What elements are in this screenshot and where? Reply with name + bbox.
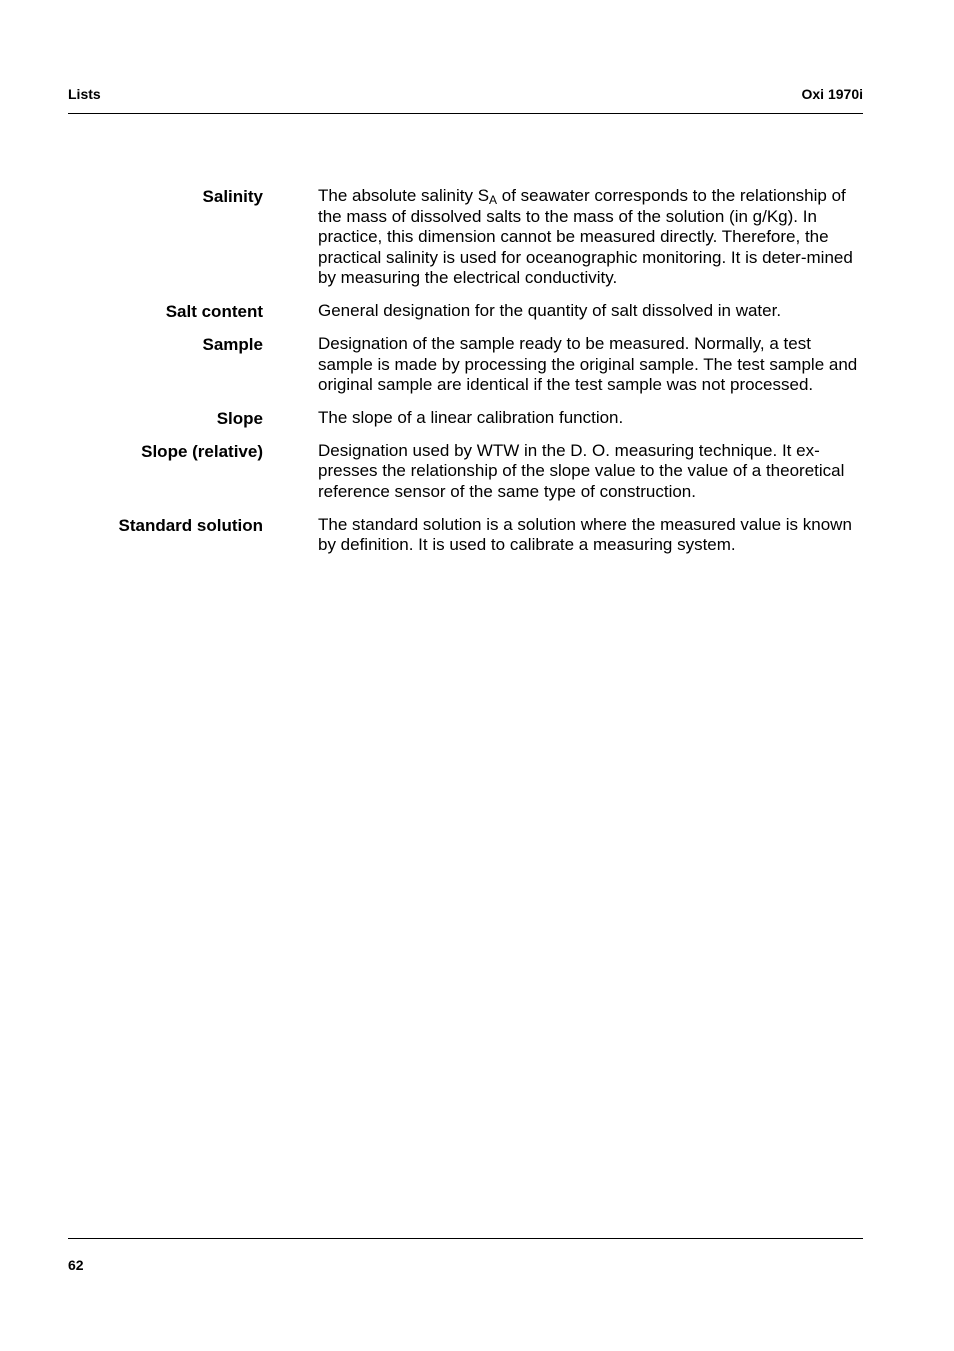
glossary-entry-standard-solution — [68, 515, 863, 556]
glossary-list — [68, 186, 863, 568]
glossary-definition — [318, 186, 863, 289]
page-header — [68, 86, 863, 114]
glossary-term: Slope — [216, 408, 263, 428]
glossary-term: Standard solution — [118, 515, 263, 535]
glossary-term: Salinity — [202, 187, 263, 206]
glossary-entry-slope — [68, 408, 863, 429]
definition-text: The absolute salinity S — [318, 186, 490, 205]
glossary-definition: The slope of a linear calibration function. — [318, 407, 624, 427]
glossary-definition: General designation for the quantity of salt dissolved in water. — [318, 300, 782, 320]
glossary-term: Slope (relative) — [141, 441, 263, 461]
page-number: 62 — [68, 1257, 84, 1273]
subscript-a: A — [489, 193, 498, 207]
glossary-definition: Designation used by WTW in the D. O. measuring technique. It ex-presses the relationship of the slope value to the value of a theoretical reference sensor of the same type of construction. — [318, 440, 845, 501]
glossary-entry-slope-relative — [68, 441, 863, 503]
glossary-entry-salinity — [68, 186, 863, 289]
glossary-term: Salt content — [165, 301, 263, 321]
glossary-term: Sample — [202, 334, 263, 354]
page-footer — [68, 1238, 863, 1273]
glossary-definition: The standard solution is a solution where the measured value is known by definition. It is used to calibrate a measuring system. — [318, 514, 852, 555]
glossary-definition: Designation of the sample ready to be measured. Normally, a test sample is made by processing the original sample. The test sample and original sample are identical if the test sample was not processed. — [318, 333, 858, 395]
header-section-title: Lists — [68, 86, 101, 102]
header-product-name: Oxi 1970i — [801, 86, 863, 102]
definition-text-cont: of seawater corresponds to the relationship of the mass of dissolved salts to the mass of the solution (in g/Kg). In practice, this dimension cannot be measured directly. Therefore, the practical salinity is used for oceanographic monitoring. It is deter-mined by measuring the electrical conductivity. — [318, 186, 853, 288]
glossary-entry-salt-content — [68, 301, 863, 322]
glossary-entry-sample — [68, 334, 863, 396]
